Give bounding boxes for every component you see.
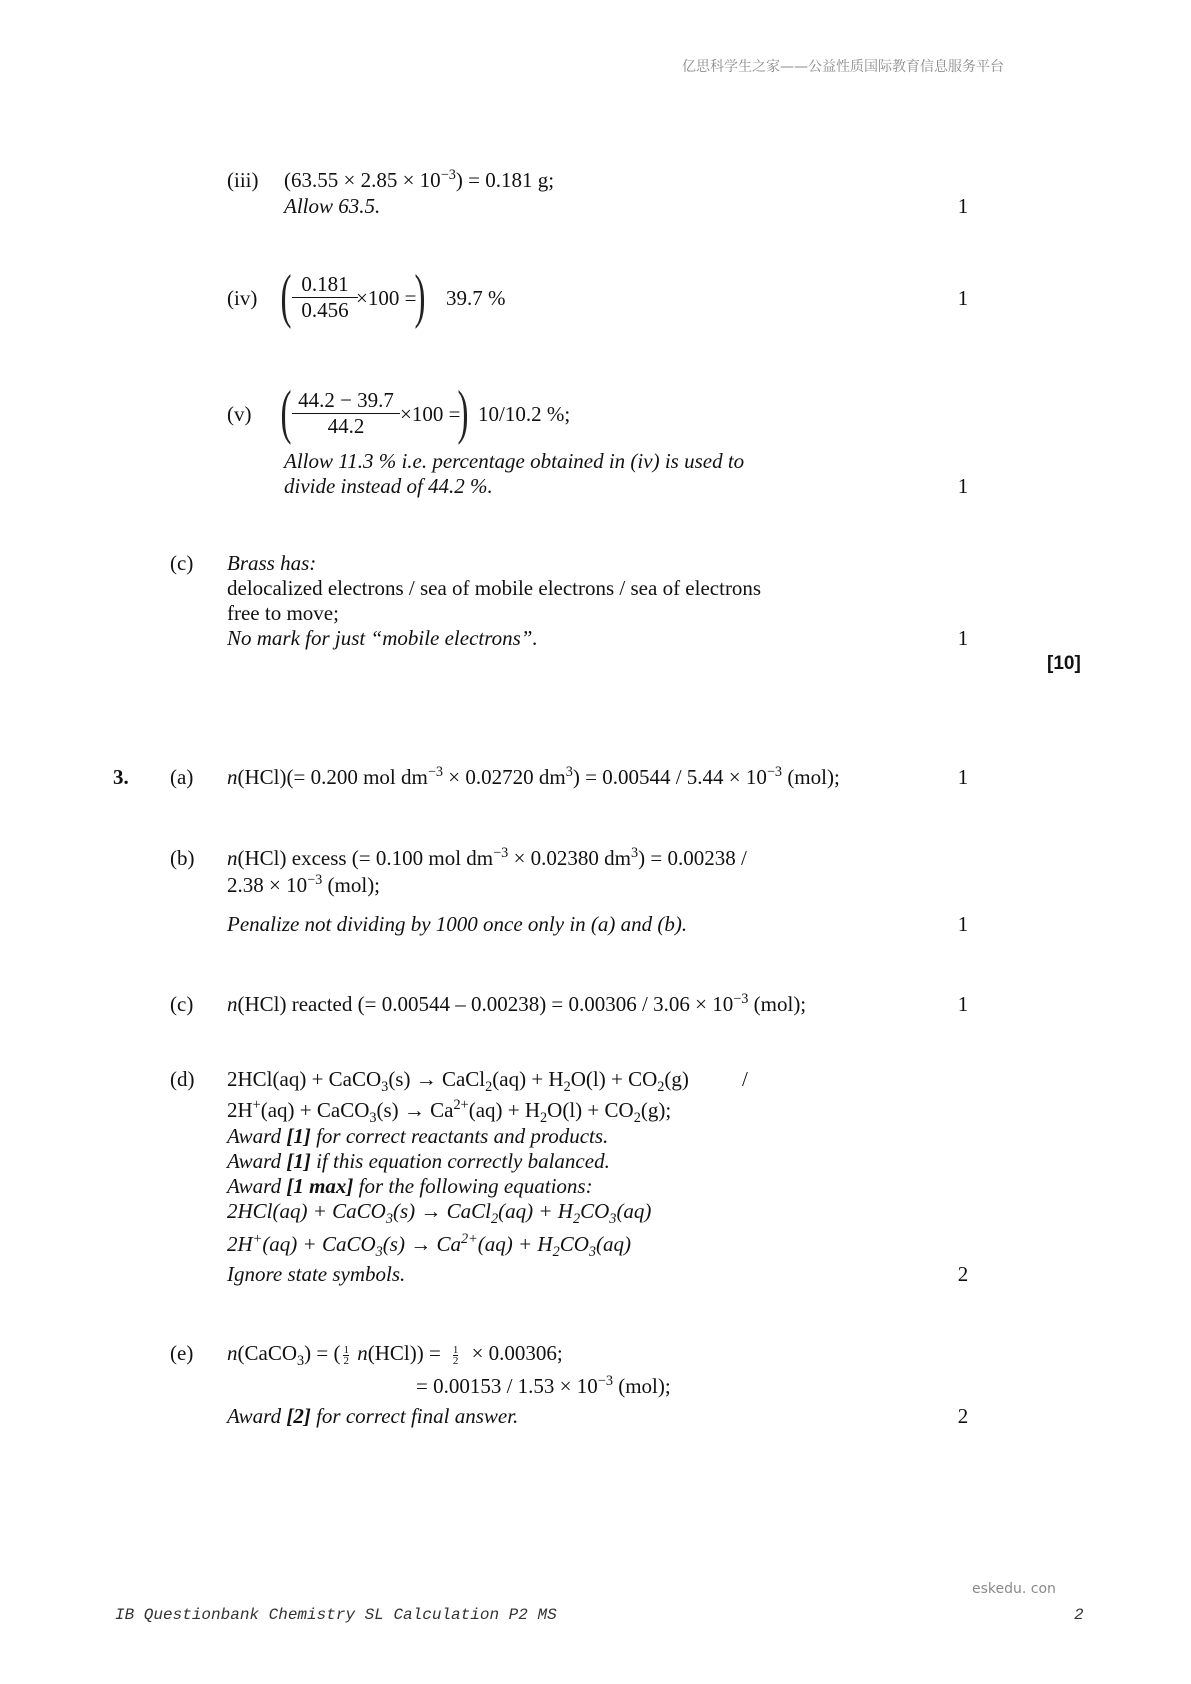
q2-iii-label: (iii) — [227, 168, 259, 192]
header-brand: 亿思科学生之家——公益性质国际教育信息服务平台 — [682, 59, 1004, 75]
q3-d-equation-1: 2HCl(aq) + CaCO$_3$(s) → CaCl$_2$(aq) + $H_2O(l) + CO_2(g)$ — [227, 1067, 689, 1096]
q3-b-note: Penalize not dividing by 1000 once only in (a) and (b). — [227, 912, 688, 936]
half-fraction: $\frac{1}{2}$ — [452, 1343, 459, 1367]
q3-c-label: (c) — [170, 992, 194, 1016]
q2-iv-mark: 1 — [957, 286, 969, 310]
q3-c-mark: 1 — [957, 992, 969, 1016]
footer-site: eskedu. con — [972, 1581, 1056, 1597]
q2-c-note: No mark for just “mobile electrons”. — [227, 626, 538, 650]
q2-c-intro: Brass has: — [227, 551, 317, 575]
q2-v-note-line2: divide instead of 44.2 %. — [284, 474, 493, 498]
q3-d-alt-equation-1: 2HCl(aq) + CaCO$_3$(s) → CaCl$_2$(aq) + $H_2CO_3(aq)$ — [227, 1199, 652, 1228]
half-fraction: $\frac{1}{2}$ — [343, 1343, 349, 1367]
q2-iv-fraction: 0.181 0.456 — [292, 272, 358, 323]
q2-c-line2: free to move; — [227, 601, 339, 625]
q2-iv-label: (iv) — [227, 286, 258, 310]
q3-b-mark: 1 — [957, 912, 969, 936]
q2-v-note-line1: Allow 11.3 % i.e. percentage obtained in (iv) is used to — [284, 449, 745, 473]
q3-d-award-1: Award [1] for correct reactants and products. — [227, 1124, 609, 1148]
q2-c-line1: delocalized electrons / sea of mobile electrons / sea of electrons — [227, 576, 762, 600]
q3-e-award: Award [2] for correct final answer. — [227, 1404, 519, 1428]
q2-iii-expression: $(63.55 \times 2.85 \times 10^{-3}) = 0.181$ g; — [284, 167, 555, 192]
q3-e-label: (e) — [170, 1341, 194, 1365]
left-paren: ( — [280, 263, 292, 329]
q3-a-label: (a) — [170, 765, 194, 789]
q3-b-expression-line2: $2.38 \times 10^{-3}$ (mol); — [227, 872, 381, 897]
q3-c-expression: n(HCl) reacted (= $0.00544 - 0.00238) = 0.00306 / 3.06 \times 10^{-3}$ (mol); — [227, 991, 807, 1016]
right-paren: ) — [414, 263, 426, 329]
q2-v-times: ×100 = — [400, 402, 461, 426]
q3-a-mark: 1 — [957, 765, 969, 789]
footer-document-title: IB Questionbank Chemistry SL Calculation P2 MS — [115, 1606, 557, 1624]
q3-d-equation-2: 2H+(aq) + CaCO$_3$(s) → $Ca^{2+}(aq) + H_2O(l) + CO_2(g)$; — [227, 1097, 672, 1127]
q3-d-award-3: Award [1 max] for the following equations: — [227, 1174, 593, 1198]
q3-d-award-2: Award [1] if this equation correctly balanced. — [227, 1149, 610, 1173]
q3-d-mark: 2 — [957, 1262, 969, 1286]
right-paren: ) — [457, 379, 469, 445]
q3-d-alt-equation-2: 2H+(aq) + CaCO$_3$(s) → $Ca^{2+}(aq) + H_2CO_3(aq)$ — [227, 1231, 632, 1261]
footer-page-number: 2 — [1074, 1606, 1084, 1624]
q2-v-fraction: 44.2 − 39.7 44.2 — [292, 388, 400, 439]
q2-iii-mark: 1 — [957, 194, 969, 218]
q2-iv-times: ×100 = — [356, 286, 417, 310]
left-paren: ( — [280, 379, 292, 445]
q2-v-label: (v) — [227, 402, 252, 426]
q3-b-label: (b) — [170, 846, 195, 870]
q2-v-mark: 1 — [957, 474, 969, 498]
q2-iv-result: 39.7 % — [446, 286, 506, 310]
q3-number: 3. — [113, 765, 129, 789]
q3-a-expression: n(HCl)(= 0.200 mol $dm^{-3} \times 0.02720$ $dm^3) = 0.00544 / 5.44 \times 10^{-3}$ (mol); — [227, 764, 840, 789]
q3-e-result: = $0.00153 / 1.53 \times 10^{-3}$ (mol); — [416, 1373, 671, 1398]
q3-d-ignore-note: Ignore state symbols. — [227, 1262, 406, 1286]
q2-c-mark: 1 — [957, 626, 969, 650]
q3-d-slash: / — [742, 1067, 748, 1091]
q3-e-expression: n(CaCO$_3$) = ( $\frac{1}{2} n(HCl)) = \frac{1}{2} \times 0.00306$; — [227, 1341, 563, 1370]
q3-b-expression: n(HCl) excess (= 0.100 mol $dm^{-3} \times 0.02380$ $dm^3) = 0.00238$ / — [227, 845, 747, 870]
q2-c-label: (c) — [170, 551, 194, 575]
q3-d-label: (d) — [170, 1067, 195, 1091]
q3-e-mark: 2 — [957, 1404, 969, 1428]
q2-total-marks: [10] — [1047, 653, 1081, 674]
q2-v-result: 10/10.2 %; — [478, 402, 571, 426]
q2-iii-note: Allow 63.5. — [284, 194, 381, 218]
